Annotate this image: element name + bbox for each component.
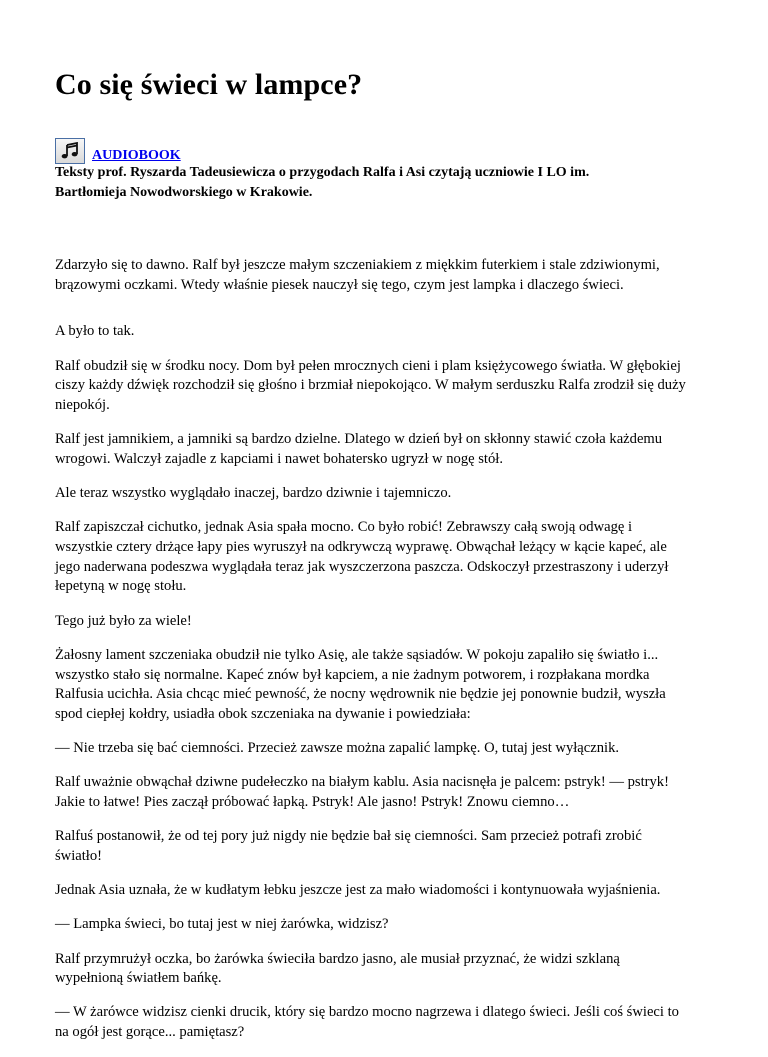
- paragraph: [55, 915, 715, 935]
- paragraph: [55, 484, 715, 504]
- paragraph-line: Jednak Asia uznała, że w kudłatym łebku jeszcze jest za mało wiadomości i kontynuowała wyjaśnienia.: [55, 882, 661, 899]
- paragraph-line: — W żarówce widzisz cienki drucik, który się bardzo mocno nagrzewa i dlatego świeci. Jeśli coś świeci to: [55, 1004, 679, 1021]
- paragraph-line: niepokój.: [55, 397, 110, 414]
- paragraph-line: Zdarzyło się to dawno. Ralf był jeszcze małym szczeniakiem z miękkim futerkiem i stale zdziwionymi,: [55, 257, 660, 273]
- paragraph-line: jego naderwana podeszwa wyglądała teraz jak wyszczerzona paszcza. Odskoczył przestraszony i uderzył: [55, 558, 669, 575]
- paragraph-line: Ralf uważnie obwąchał dziwne pudełeczko na białym kablu. Asia nacisnęła je palcem: pstryk! — pstryk!: [55, 774, 669, 791]
- paragraph-line: łepetyną w nogę stołu.: [55, 578, 187, 595]
- paragraph: [55, 773, 715, 812]
- music-note-icon-glyph: [60, 142, 80, 160]
- paragraph: [55, 322, 715, 342]
- paragraph-line: — Lampka świeci, bo tutaj jest w niej żarówka, widzisz?: [55, 916, 389, 933]
- audiobook-row: [55, 134, 181, 164]
- paragraph: [55, 612, 715, 632]
- paragraph-line: Jakie to łatwe! Pies zaczął próbować łapką. Pstryk! Ale jasno! Pstryk! Znowu ciemno…: [55, 794, 570, 811]
- music-note-icon[interactable]: [55, 138, 85, 164]
- paragraph-line: Ralf przymrużył oczka, bo żarówka świeciła bardzo jasno, ale musiał przyznać, że widzi szklaną: [55, 950, 620, 967]
- paragraph-line: wszystko stało się normalne. Kapeć znów był kapciem, a nie żadnym potworem, i rozpłakana mordka: [55, 666, 650, 683]
- paragraph-line: wrogowi. Walczył zajadle z kapciami i nawet bohatersko ugryzł w nogę stół.: [55, 450, 503, 467]
- paragraph-line: A było to tak.: [55, 323, 135, 340]
- story-text: [55, 256, 715, 1057]
- paragraph: [55, 518, 715, 597]
- subtitle-line: Bartłomieja Nowodworskiego w Krakowie.: [55, 185, 313, 200]
- paragraph-line: spod ciepłej kołdry, usiadła obok szczeniaka na dywanie i powiedziała:: [55, 705, 471, 722]
- paragraph-line: Żałosny lament szczeniaka obudził nie tylko Asię, ale także sąsiadów. W pokoju zapaliło się światło i...: [55, 646, 659, 663]
- paragraph-line: Ralf zapiszczał cichutko, jednak Asia spała mocno. Co było robić! Zebrawszy całą swoją odwagę i: [55, 519, 633, 536]
- paragraph: [55, 950, 715, 989]
- paragraph-line: Tego już było za wiele!: [55, 612, 192, 629]
- paragraph: [55, 739, 715, 759]
- paragraph-line: wypełnioną światłem bańkę.: [55, 970, 222, 987]
- paragraph: [55, 1003, 715, 1042]
- paragraph: [55, 646, 715, 725]
- paragraph-line: Ralfusia ucichła. Asia chcąc mieć pewność, że nocny wędrownik nie będzie jej ponownie budził, wyszła: [55, 686, 666, 703]
- paragraph-line: wszystkie cztery drżące łapy pies wyruszył na odkrywczą wyprawę. Obwąchał leżący w kącie kapeć, ale: [55, 539, 667, 556]
- paragraph: [55, 357, 715, 416]
- subtitle: [55, 163, 695, 203]
- paragraph-line: brązowymi oczkami. Wtedy właśnie piesek nauczył się tego, czym jest lampka i dlaczego świeci.: [55, 276, 624, 293]
- paragraph-line: Ralfuś postanowił, że od tej pory już nigdy nie będzie bał się ciemności. Sam przecież potrafi zrobić: [55, 828, 642, 845]
- subtitle-line: Teksty prof. Ryszarda Tadeusiewicza o przygodach Ralfa i Asi czytają uczniowie I LO im.: [55, 165, 590, 180]
- audiobook-link[interactable]: AUDIOBOOK: [92, 148, 181, 163]
- paragraph-line: światło!: [55, 847, 103, 864]
- paragraph: [55, 430, 715, 469]
- paragraph-line: — Nie trzeba się bać ciemności. Przecież zawsze można zapalić lampkę. O, tutaj jest wyłącznik.: [55, 740, 620, 757]
- paragraph-line: Ralf obudził się w środku nocy. Dom był pełen mrocznych cieni i plam księżycowego światła. W głębokiej: [55, 357, 681, 374]
- paragraph-line: na ogół jest gorące... pamiętasz?: [55, 1024, 245, 1041]
- paragraph-line: Ralf jest jamnikiem, a jamniki są bardzo dzielne. Dlatego w dzień był on skłonny stawić czoła każdemu: [55, 431, 663, 448]
- paragraph: [55, 256, 715, 295]
- page-title: Co się świeci w lampce?: [55, 68, 363, 101]
- paragraph: [55, 827, 715, 866]
- paragraph: [55, 881, 715, 901]
- paragraph-line: Ale teraz wszystko wyglądało inaczej, bardzo dziwnie i tajemniczo.: [55, 485, 452, 502]
- paragraph-line: ciszy każdy dźwięk rozchodził się głośno i brzmiał niepokojąco. W małym serduszku Ralfa zrodził się duży: [55, 377, 686, 394]
